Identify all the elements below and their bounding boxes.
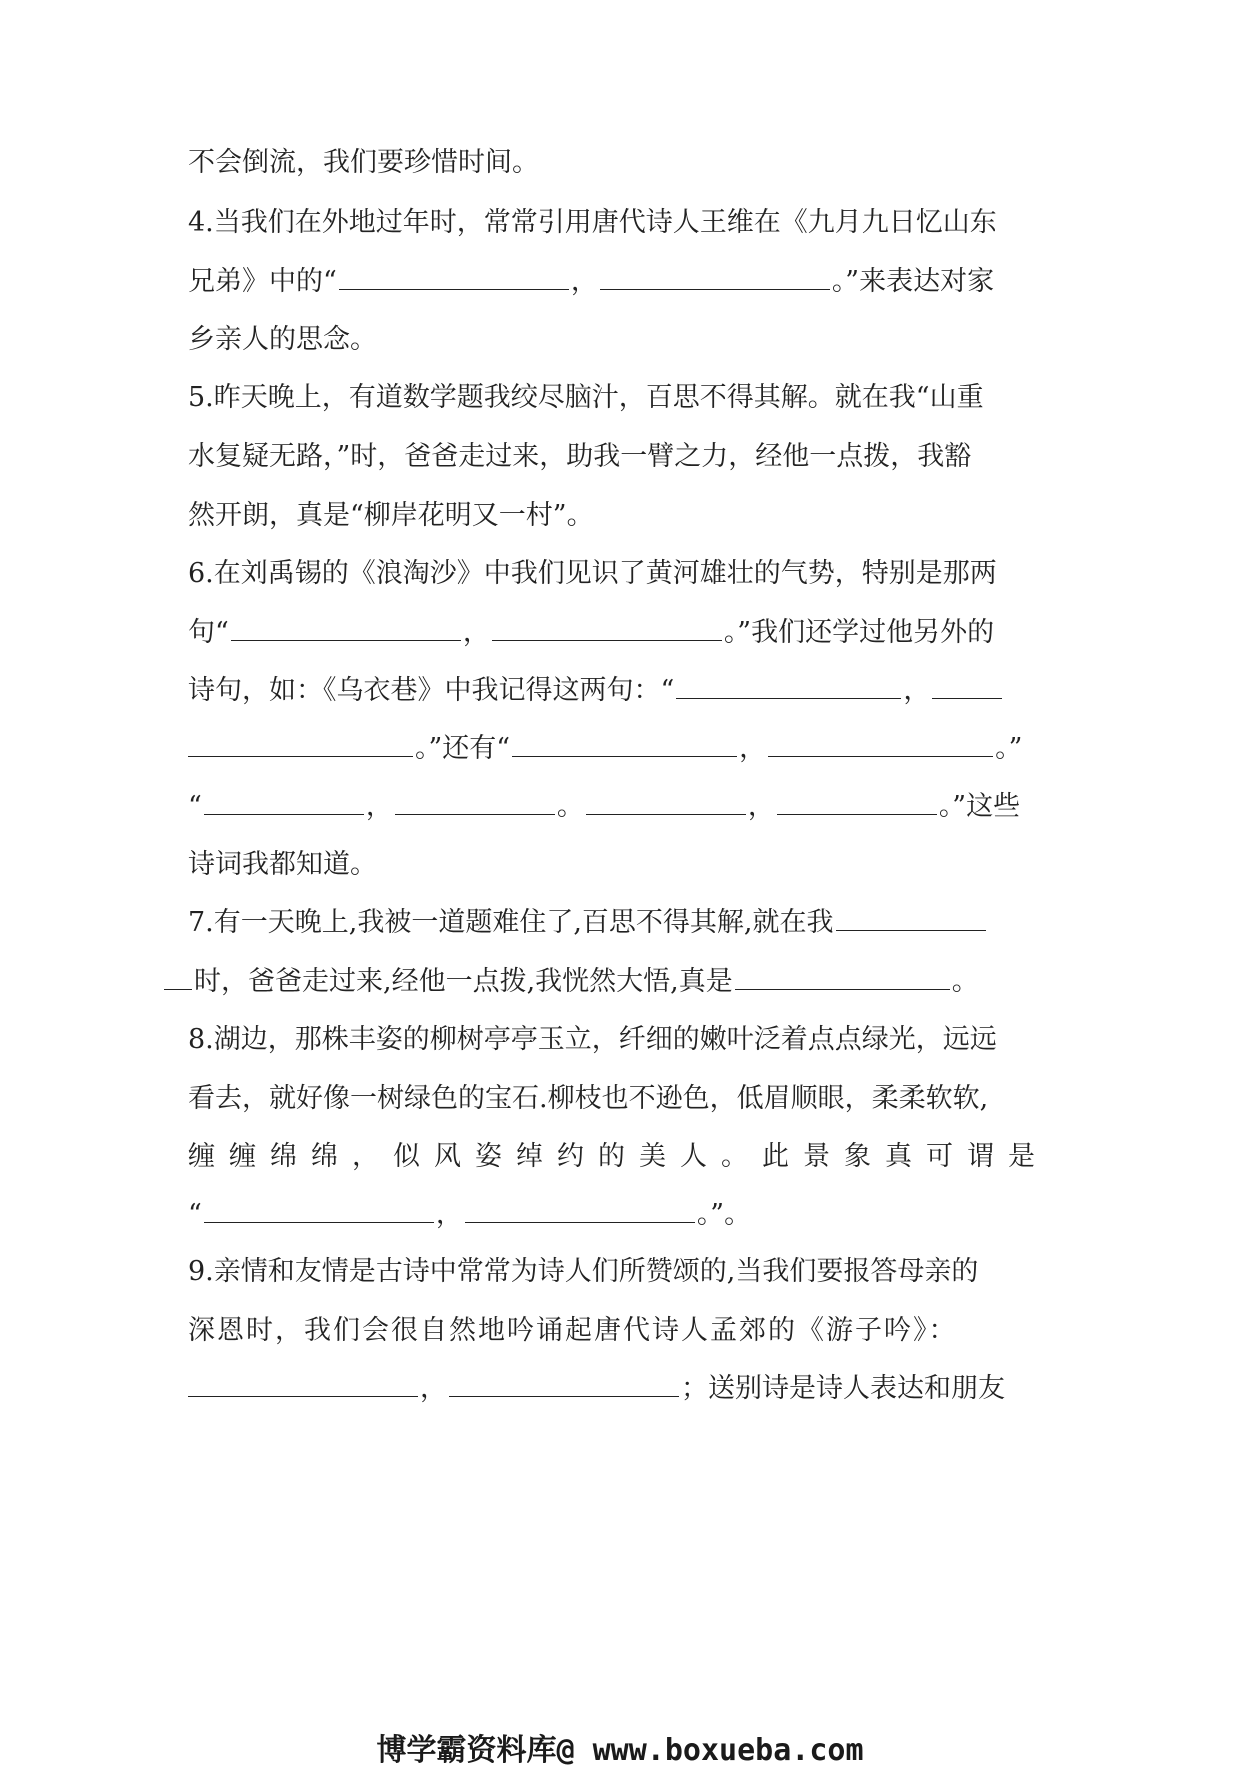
text-segment: “ <box>188 791 202 822</box>
question-8-line-2: 看去，就好像一树绿色的宝石.柳枝也不逊色，低眉顺眼，柔柔软软, <box>188 1083 989 1114</box>
text-segment: 。” <box>995 733 1023 764</box>
question-7-line-1 <box>188 903 1053 943</box>
text-segment: 。”来表达对家 <box>831 266 995 297</box>
text-segment: ， <box>365 791 393 822</box>
text-segment: 诗句，如：《乌衣巷》中我记得这两句：“ <box>188 675 675 706</box>
text-segment: 7.有一天晚上,我被一道题难住了,百思不得其解,就在我 <box>188 907 834 938</box>
question-9-line-3 <box>188 1369 1053 1409</box>
text-segment: 。”还有“ <box>415 733 511 764</box>
answer-blank[interactable] <box>188 1392 418 1397</box>
answer-blank[interactable] <box>465 1218 695 1223</box>
text-segment: ， <box>570 266 598 297</box>
answer-blank[interactable] <box>512 752 737 757</box>
answer-blank[interactable] <box>449 1392 679 1397</box>
answer-blank[interactable] <box>231 636 461 641</box>
question-6-line-6: 诗词我都知道。 <box>188 849 377 880</box>
answer-blank[interactable] <box>339 285 569 290</box>
text-segment: “ <box>188 1199 202 1230</box>
answer-blank[interactable] <box>777 810 937 815</box>
answer-blank[interactable] <box>836 926 986 931</box>
question-6-line-2 <box>188 613 1053 653</box>
answer-blank[interactable] <box>676 694 901 699</box>
question-8-line-4 <box>188 1195 1053 1235</box>
answer-blank[interactable] <box>204 1218 434 1223</box>
question-8-line-1: 8.湖边，那株丰姿的柳树亭亭玉立，纤细的嫩叶泛着点点绿光，远远 <box>188 1024 997 1055</box>
footer-watermark: 博学霸资料库@ www.boxueba.com <box>376 1733 864 1768</box>
text-segment: ， <box>435 1199 463 1230</box>
text-segment: ；送别诗是诗人表达和朋友 <box>681 1373 1005 1404</box>
text-segment: 时，爸爸走过来,经他一点拨,我恍然大悟,真是 <box>194 966 733 997</box>
answer-blank[interactable] <box>932 694 1002 699</box>
text-segment: 句“ <box>188 617 229 648</box>
answer-blank[interactable] <box>204 810 364 815</box>
text-line: 不会倒流，我们要珍惜时间。 <box>188 147 539 178</box>
text-segment: 兄弟》中的“ <box>188 266 337 297</box>
question-6-line-1: 6.在刘禹锡的《浪淘沙》中我们见识了黄河雄壮的气势，特别是那两 <box>188 558 997 589</box>
text-segment: ， <box>420 1373 447 1404</box>
answer-blank[interactable] <box>395 810 555 815</box>
text-segment: 。”我们还学过他另外的 <box>723 617 995 648</box>
text-segment: ， <box>903 675 931 706</box>
question-8-line-3: 缠缠绵绵，似风姿绰约的美人。此景象真可谓是 <box>188 1141 1049 1172</box>
text-segment: 。 <box>556 791 584 822</box>
answer-blank[interactable] <box>768 752 993 757</box>
text-segment: ， <box>739 733 767 764</box>
answer-blank[interactable] <box>586 810 746 815</box>
question-5-line-1: 5.昨天晚上，有道数学题我绞尽脑汁，百思不得其解。就在我“山重 <box>188 382 984 413</box>
question-5-line-2: 水复疑无路，”时，爸爸走过来，助我一臂之力，经他一点拨，我豁 <box>188 441 972 472</box>
question-9-line-2: 深恩时，我们会很自然地吟诵起唐代诗人孟郊的《游子吟》： <box>188 1315 958 1346</box>
question-5-line-3: 然开朗，真是“柳岸花明又一村”。 <box>188 500 594 531</box>
question-6-line-4 <box>188 729 1053 769</box>
answer-blank[interactable] <box>188 752 413 757</box>
answer-blank[interactable] <box>164 985 192 990</box>
text-segment: ， <box>462 617 490 648</box>
text-segment: 。”。 <box>696 1199 752 1230</box>
question-4-line-1: 4.当我们在外地过年时，常常引用唐代诗人王维在《九月九日忆山东 <box>188 207 997 238</box>
question-6-line-3 <box>188 671 1053 711</box>
answer-blank[interactable] <box>735 985 950 990</box>
question-4-line-2 <box>188 262 1053 302</box>
question-4-line-3: 乡亲人的思念。 <box>188 324 377 355</box>
question-6-line-5 <box>188 787 1053 827</box>
text-segment: 。”这些 <box>938 791 1021 822</box>
text-segment: ， <box>747 791 775 822</box>
question-7-line-2 <box>188 962 1053 1002</box>
text-segment: 。 <box>951 966 979 997</box>
question-9-line-1: 9.亲情和友情是古诗中常常为诗人们所赞颂的,当我们要报答母亲的 <box>188 1256 979 1287</box>
answer-blank[interactable] <box>600 285 830 290</box>
answer-blank[interactable] <box>492 636 722 641</box>
